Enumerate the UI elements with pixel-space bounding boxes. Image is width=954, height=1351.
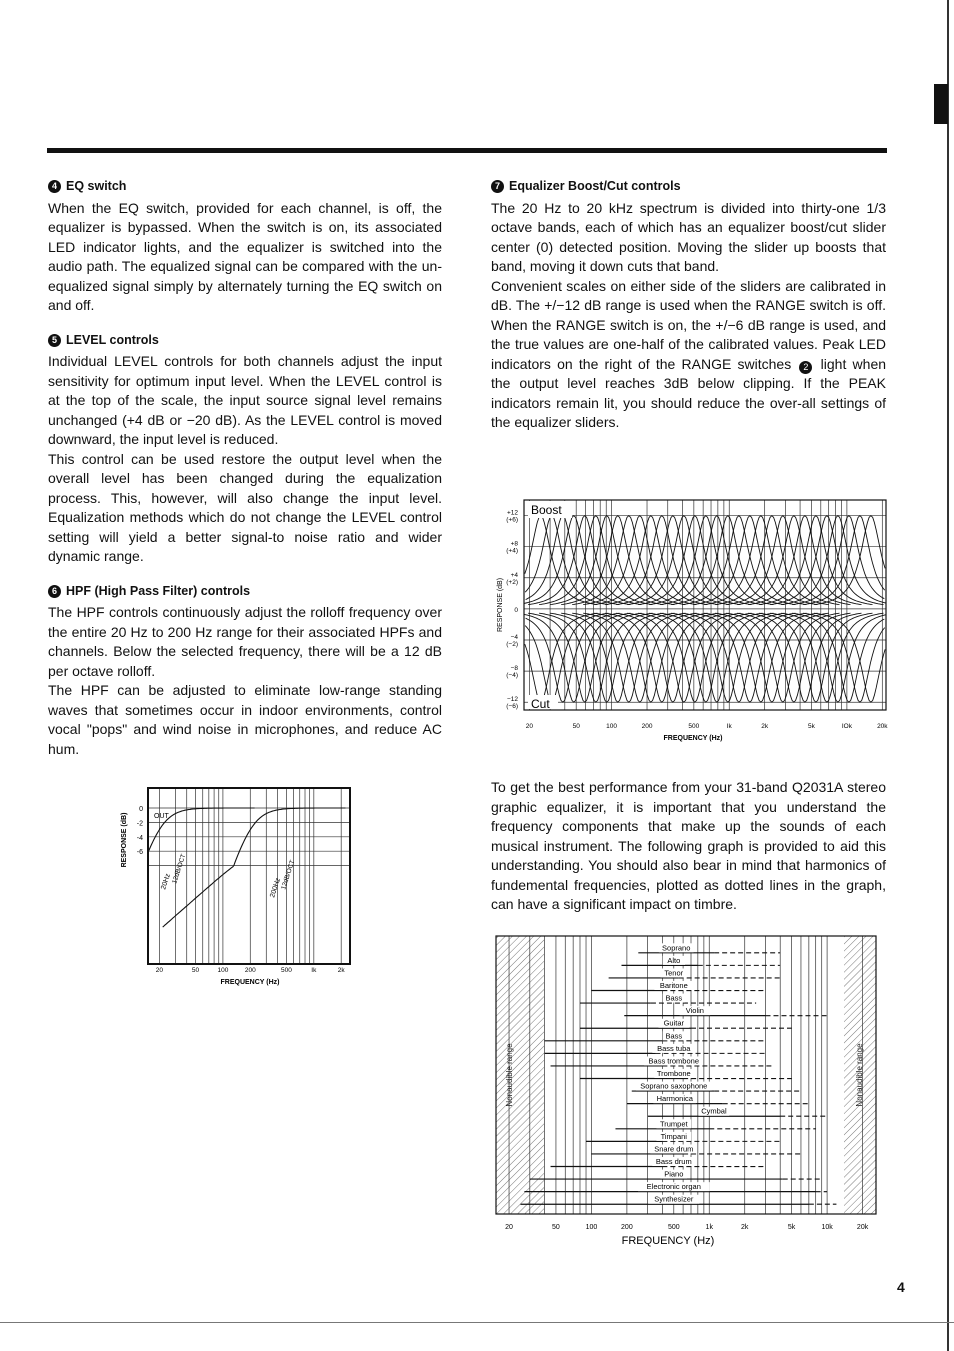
- page-edge-line: [947, 0, 949, 1351]
- eq-x-tick-label: 20: [525, 723, 534, 730]
- eq-band-curve: [649, 613, 762, 702]
- eq-band-curve: [539, 613, 652, 702]
- instrument-label: Bass drum: [655, 1157, 692, 1167]
- eq-band-curve: [781, 613, 886, 702]
- eq-x-tick-label: 100: [606, 723, 618, 730]
- instrument-label: Harmonica: [656, 1094, 693, 1104]
- eq-x-tick-label: 2k: [761, 723, 769, 730]
- eq-boost-cut-heading: Equalizer Boost/Cut controls: [509, 179, 681, 193]
- hpf-curve-label-1: 20Hz: [160, 872, 172, 891]
- nonaudible-high-label: Nonaudible range: [855, 1043, 864, 1107]
- eq-y-tick-alt-label: (+4): [506, 547, 518, 555]
- instrument-label: Cymbal: [701, 1106, 727, 1116]
- instrument-x-tick-label: 20k: [856, 1224, 869, 1231]
- section-number-badge: 4: [48, 180, 61, 193]
- eq-band-curve: [638, 613, 751, 702]
- hpf-x-tick-label: 2k: [337, 967, 345, 974]
- instrument-chart-xlabel: FREQUENCY (Hz): [621, 1235, 715, 1247]
- instrument-label: Tenor: [664, 968, 684, 978]
- instrument-label: Snare drum: [654, 1144, 694, 1154]
- eq-chart-ylabel: RESPONSE (dB): [497, 577, 504, 633]
- eq-band-curve: [539, 516, 652, 605]
- eq-band-curve: [605, 613, 718, 702]
- eq-band-curve: [770, 516, 883, 605]
- instrument-chart-x-ticks: [505, 1224, 869, 1231]
- instrument-range-chart: [490, 930, 890, 1252]
- nonaudible-low-label: Nonaudible range: [505, 1043, 514, 1107]
- eq-band-curve: [748, 516, 861, 605]
- eq-band-curve: [561, 516, 674, 605]
- eq-band-curve: [726, 516, 839, 605]
- eq-band-curve: [704, 613, 817, 702]
- eq-chart-xlabel: FREQUENCY (Hz): [663, 735, 723, 742]
- instrument-x-tick-label: 500: [667, 1224, 680, 1231]
- hpf-curve-label-2: 200Hz: [269, 877, 283, 899]
- eq-y-tick-label: +4: [510, 571, 518, 579]
- instrument-label: Soprano: [662, 943, 691, 953]
- eq-band-curve: [550, 613, 663, 702]
- instrument-x-tick-label: 20: [505, 1224, 513, 1231]
- instrument-label: Guitar: [663, 1018, 685, 1028]
- eq-band-curve: [682, 613, 795, 702]
- hpf-y-tick-label: -2: [136, 820, 143, 828]
- hpf-chart-ylabel: RESPONSE (dB): [121, 812, 128, 868]
- hpf-response-chart: [110, 780, 360, 990]
- eq-band-curve: [693, 613, 806, 702]
- eq-band-curve: [572, 613, 685, 702]
- eq-band-curve: [561, 613, 674, 702]
- eq-switch-heading: EQ switch: [66, 179, 127, 193]
- eq-y-tick-label: −12: [506, 696, 518, 704]
- eq-x-tick-label: 500: [688, 723, 700, 730]
- eq-x-tick-label: 20k: [877, 723, 888, 730]
- hpf-y-tick-label: 0: [139, 806, 143, 813]
- hpf-y-tick-label: -6: [136, 849, 143, 857]
- eq-band-curve: [737, 613, 850, 702]
- eq-chart-grid: [524, 500, 886, 710]
- instrument-label: Synthesizer: [654, 1194, 694, 1204]
- instrument-label: Trumpet: [659, 1119, 688, 1129]
- eq-y-tick-alt-label: (+6): [506, 516, 518, 524]
- eq-band-curve: [748, 613, 861, 702]
- instrument-x-tick-label: 100: [585, 1224, 598, 1231]
- instrument-x-tick-label: 5k: [787, 1224, 796, 1231]
- hpf-controls-body-1: The HPF controls continuously adjust the rolloff frequency over the entire 20 Hz to 200 Hz range for their associated HPFs and channels. Below the selected frequency, there will be a 12 dB per octave rolloff.: [48, 604, 442, 679]
- eq-boost-cut-body-1: The 20 Hz to 20 kHz spectrum is divided into thirty-one 1/3 octave bands, each of which has an equalizer boost/cut slider center (0) detected position. Moving the slider up boosts that band, moving it down cuts that band.: [491, 199, 886, 274]
- instrument-chart-bars: [520, 943, 836, 1204]
- hpf-x-tick-label: 20: [155, 967, 163, 974]
- eq-boost-cut-body-2: Convenient scales on either side of the sliders are calibrated in dB. The +/−12 dB range is used when the RANGE switch is off. When the RANGE switch is on, the +/−6 dB range is used, and the true values are one-half of the calibrated values. Peak LED indicators on the right of the RANGE switches 2 light when the output level reaches 3dB below clipping. If the PEAK indicators remain lit, you should reduce the over-all settings of the equalizer sliders.: [491, 277, 887, 430]
- eq-band-curve: [693, 516, 806, 605]
- eq-response-chart: [488, 492, 898, 748]
- eq-y-tick-label: −4: [510, 634, 518, 641]
- nonaudible-low-zone: [496, 936, 544, 1214]
- section-number-badge: 7: [491, 180, 504, 193]
- eq-y-tick-label: 0: [514, 606, 518, 614]
- eq-x-tick-label: 50: [572, 723, 580, 730]
- level-controls-body-1: Individual LEVEL controls for both channels adjust the input sensitivity for optimum input level. When the LEVEL control is at the top of the scale, the input source signal level remains unchanged (+4 dB or −20 dB). As the LEVEL control is moved downward, the input level is reduced.: [48, 353, 442, 447]
- left-column: [48, 177, 442, 759]
- boost-label: Boost: [531, 503, 562, 517]
- eq-band-curve: [671, 516, 784, 605]
- eq-band-curve: [660, 613, 773, 702]
- instrument-x-tick-label: 200: [621, 1224, 633, 1231]
- eq-band-curve: [594, 613, 707, 702]
- eq-band-curve: [726, 613, 839, 702]
- eq-switch-section: [48, 177, 442, 316]
- hpf-x-tick-label: 50: [191, 967, 200, 974]
- level-controls-body-2: This control can be used restore the output level when the overall level has been changed during the equalization process. This, however, will also change the input level. Equalization methods which do not change the LEVEL control setting will yield a better signal-to noise ratio and wider dynamic range.: [48, 450, 442, 564]
- eq-band-curve: [528, 613, 641, 702]
- eq-band-curve: [627, 516, 740, 605]
- eq-band-curve: [682, 516, 795, 605]
- eq-band-curve: [528, 516, 641, 605]
- hpf-slope-label-1: 12dB/OCT: [171, 853, 188, 885]
- hpf-x-tick-label: 500: [281, 967, 292, 974]
- hpf-x-tick-label: Ik: [311, 967, 317, 974]
- eq-band-curve: [704, 516, 817, 605]
- eq-y-tick-alt-label: (−2): [506, 641, 518, 648]
- instrument-label: Timpani: [660, 1131, 687, 1141]
- instrument-label: Bass: [665, 993, 683, 1003]
- eq-band-curve: [737, 516, 850, 605]
- eq-band-curve: [525, 516, 598, 605]
- hpf-y-tick-label: -4: [136, 834, 143, 842]
- out-label: OUT: [154, 813, 169, 820]
- instrument-intro: [491, 778, 886, 915]
- instrument-x-tick-label: 10k: [821, 1224, 833, 1231]
- instrument-label: Piano: [664, 1169, 684, 1179]
- eq-band-curve: [660, 516, 773, 605]
- hpf-controls-section: [48, 582, 442, 760]
- section-tab-marker: [934, 84, 948, 124]
- eq-y-tick-alt-label: (−4): [506, 672, 518, 680]
- reference-number-badge: 2: [799, 361, 812, 374]
- eq-switch-body: When the EQ switch, provided for each channel, is off, the equalizer is bypassed. When the switch is on, its associated LED indicator lights, and the equalizer is switched into the audio path. The equalized signal can be compared with the un-equalized signal simply by alternately turning the EQ switch on and off.: [48, 199, 442, 313]
- page-number: 4: [897, 1279, 905, 1295]
- instrument-label: Baritone: [659, 981, 688, 991]
- instrument-label: Bass: [665, 1031, 683, 1041]
- eq-x-tick-label: 200: [641, 723, 653, 730]
- eq-chart-frame: [524, 500, 886, 710]
- hpf-chart-x-ticks: [156, 967, 346, 974]
- eq-y-tick-label: +8: [510, 540, 518, 548]
- hpf-controls-heading: HPF (High Pass Filter) controls: [66, 583, 251, 598]
- eq-band-curve: [525, 613, 598, 702]
- instrument-label: Bass tuba: [657, 1043, 691, 1053]
- eq-band-curve: [759, 516, 872, 605]
- eq-band-curve: [616, 516, 729, 605]
- hpf-x-tick-label: 200: [244, 967, 256, 974]
- section-number-badge: 6: [48, 585, 61, 598]
- instrument-x-tick-label: 50: [552, 1224, 560, 1231]
- eq-band-curve: [572, 516, 685, 605]
- cut-label: Cut: [531, 697, 550, 711]
- hpf-filter-curve: [163, 808, 346, 927]
- eq-band-curve: [638, 516, 751, 605]
- eq-boost-cut-section: [491, 177, 886, 433]
- instrument-x-tick-label: 2k: [741, 1224, 749, 1231]
- hpf-slope-label-2: 12dB/OCT: [280, 859, 297, 891]
- instrument-label: Trombone: [656, 1069, 691, 1079]
- instrument-intro-text: To get the best performance from your 31-band Q2031A stereo graphic equalizer, it is important that you understand the frequency components that make up the sounds of each musical instrument. The following graph is provided to aid this understanding. You should also bear in mind that harmonics of fundemental frequencies, plotted as dotted lines in the graph, can have a significant impact on timbre.: [491, 779, 886, 912]
- eq-band-curve: [627, 613, 740, 702]
- instrument-label: Alto: [667, 955, 681, 965]
- eq-band-curve: [770, 613, 883, 702]
- instrument-x-tick-label: 1k: [705, 1224, 713, 1231]
- hpf-chart-xlabel: FREQUENCY (Hz): [220, 979, 280, 986]
- eq-chart-y-ticks: [506, 510, 518, 711]
- instrument-label: Violin: [685, 1006, 704, 1016]
- eq-y-tick-label: −8: [510, 665, 518, 673]
- instrument-label: Electronic organ: [646, 1182, 701, 1192]
- hpf-chart-y-ticks: [137, 806, 143, 856]
- eq-band-curve: [594, 516, 707, 605]
- eq-band-curve: [781, 516, 886, 605]
- eq-x-tick-label: Ik: [726, 723, 732, 730]
- section-number-badge: 5: [48, 334, 61, 347]
- eq-y-tick-alt-label: (+2): [506, 578, 518, 586]
- eq-band-curve: [605, 516, 718, 605]
- eq-x-tick-label: 5k: [808, 723, 815, 730]
- eq-x-tick-label: IOk: [841, 723, 852, 730]
- eq-band-curve: [649, 516, 762, 605]
- hpf-controls-body-2: The HPF can be adjusted to eliminate low-range standing waves that sometimes occur in indoor environments, control vocal "pops" and wind noise in microphones, and reduce AC hum.: [48, 682, 442, 757]
- footer-rule: [0, 1322, 954, 1323]
- level-controls-heading: LEVEL controls: [66, 332, 159, 347]
- eq-y-tick-label: +12: [506, 509, 518, 517]
- level-controls-section: [48, 331, 442, 567]
- eq-y-tick-alt-label: (−6): [506, 703, 518, 711]
- instrument-label: Bass trombone: [648, 1056, 700, 1066]
- eq-chart-x-ticks: [526, 723, 889, 730]
- eq-band-curve: [616, 613, 729, 702]
- eq-band-curve: [671, 613, 784, 702]
- header-rule: [47, 148, 887, 153]
- instrument-label: Soprano saxophone: [640, 1081, 708, 1091]
- eq-band-curve: [550, 516, 663, 605]
- eq-band-curve: [759, 613, 872, 702]
- hpf-x-tick-label: 100: [217, 967, 229, 974]
